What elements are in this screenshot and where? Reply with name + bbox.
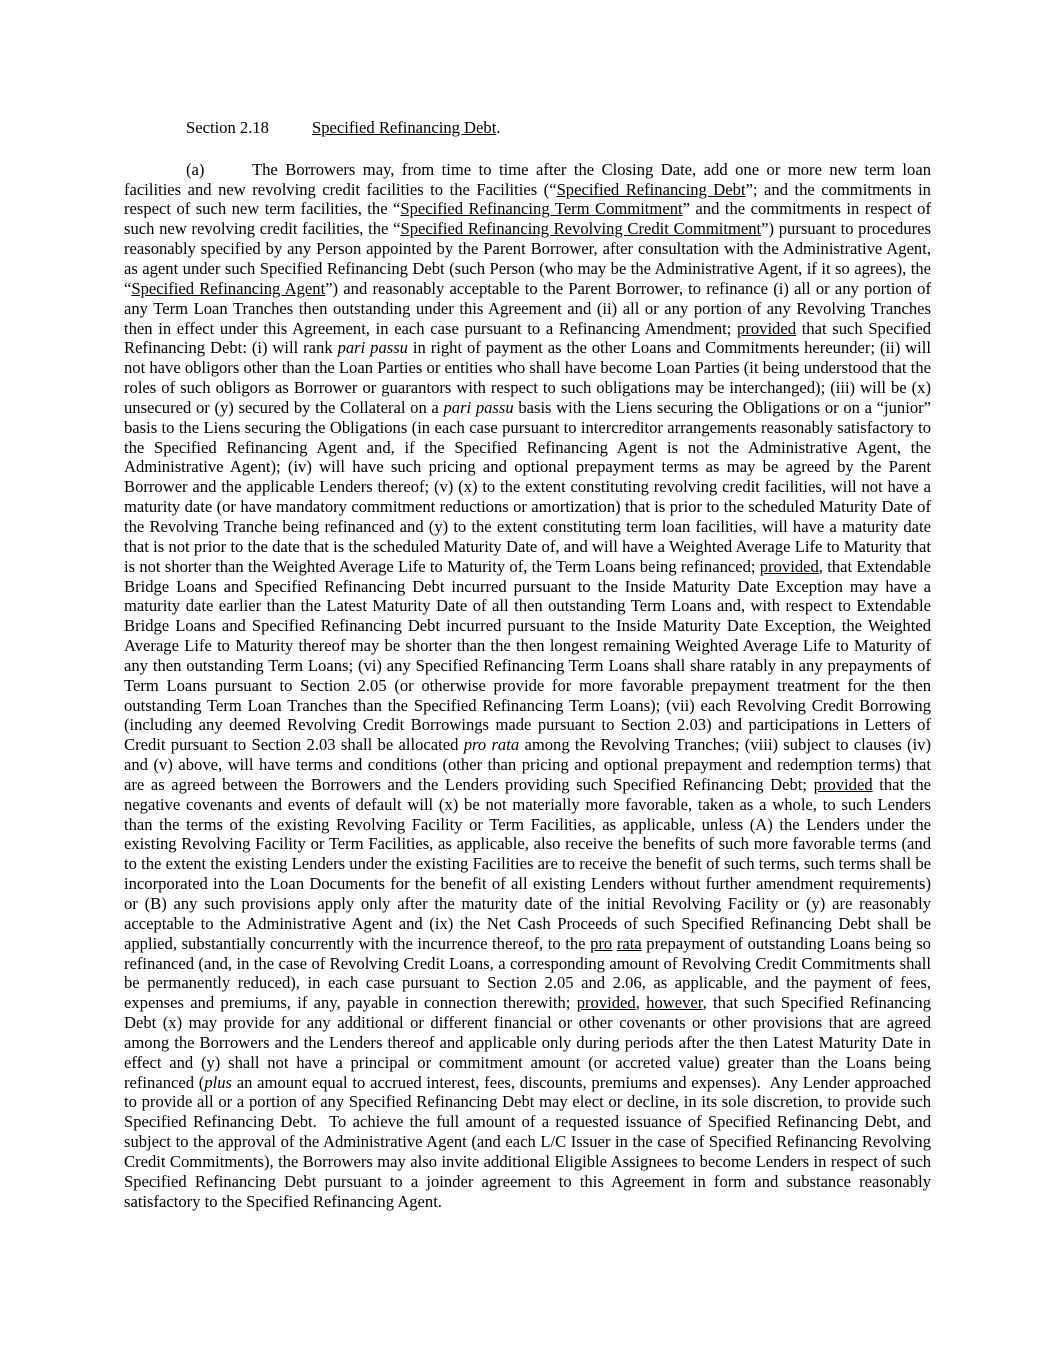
text-segment: in right of payment as the other Loans and Commitments hereunder; (ii) will not have obligors other than the Loan Parties or entities who shall have become Loan Parties (it being understood that the roles of such obligors as Borrower or guarantors with respect to such obligations may be interchanged); (iii) will be (x) unsecured or (y) secured by the Collateral on a — [124, 338, 931, 417]
text-segment: provided — [813, 774, 873, 794]
page-content — [124, 118, 931, 1212]
text-segment: that the negative covenants and events of default will (x) be not materially more favorable, taken as a whole, to such Lenders than the terms of the existing Revolving Facility or Term Facilities, as applicable, unless (A) the Lenders under the existing Revolving Facility or Term Facilities, as applicable, also receive the benefits of such more favorable terms (and to the extent the existing Lenders under the existing Facilities are to receive the benefit of such terms, such terms shall be incorporated into the Loan Documents for the benefit of all existing Lenders without further amendment requirements) or (B) any such provisions apply only after the maturity date of the initial Revolving Facility or (y) are reasonably acceptable to the Administrative Agent and (ix) the Net Cash Proceeds of such Specified Refinancing Debt shall be applied, substantially concurrently with the incurrence thereof, to the — [124, 774, 932, 953]
paragraph-a-label: (a) — [186, 159, 205, 179]
text-segment: , that such Specified Refinancing Debt (x) may provide for any additional or different financial or other covenants or other provisions that are agreed among the Borrowers and the Lenders thereof and applicable only during periods after the then Latest Maturity Date in effect and (y) shall not have a principal or commitment amount (or accreted value) greater than the Loans being refinanced ( — [124, 993, 931, 1092]
text-segment: ”) pursuant to procedures reasonably specified by any Person appointed by the Parent Borrower, after consultation with the Administrative Agent, as agent under such Specified Refinancing Debt (such Person (who may be the Administrative Agent, if it so agrees), the “ — [124, 219, 931, 298]
text-segment: Specified Refinancing Debt — [556, 179, 746, 199]
text-segment: Specified Refinancing Term Commitment — [400, 199, 683, 219]
text-segment: , that Extendable Bridge Loans and Specified Refinancing Debt incurred pursuant to the Inside Maturity Date Exception may have a maturity date earlier than the Latest Maturity Date of all then outstanding Term Loans and, with respect to Extendable Bridge Loans and Specified Refinancing Debt incurred pursuant to the Inside Maturity Date Exception, the Weighted Average Life to Maturity thereof may be shorter than the then longest remaining Weighted Average Life to Maturity of any then outstanding Term Loans; (vi) any Specified Refinancing Term Loans shall share ratably in any prepayments of Term Loans pursuant to Section 2.05 (or otherwise provide for more favorable prepayment treatment for the then outstanding Term Loan Tranches than the Specified Refinancing Term Loans); (vii) each Revolving Credit Borrowing (including any deemed Revolving Credit Borrowings made pursuant to Section 2.03) and participations in Letters of Credit pursuant to Section 2.03 shall be allocated — [124, 556, 932, 755]
text-segment: pari passu — [337, 338, 408, 358]
text-segment: that such Specified Refinancing Debt: (i) will rank — [124, 318, 931, 358]
section-heading — [124, 118, 931, 138]
text-segment: rata — [616, 933, 642, 953]
section-title-period: . — [496, 118, 501, 137]
text-segment: ” and the commitments in respect of such new revolving credit facilities, the “ — [124, 199, 932, 239]
text-segment: however — [646, 993, 703, 1013]
text-segment: among the Revolving Tranches; (viii) subject to clauses (iv) and (v) above, will have terms and conditions (other than pricing and optional prepayment and redemption terms) that are as agreed between the Borrowers and the Lenders providing such Specified Refinancing Debt; — [124, 735, 932, 794]
text-segment: pro rata — [463, 735, 520, 755]
paragraph-a-richtext — [124, 160, 931, 1211]
text-segment: pari passu — [443, 397, 514, 417]
text-segment: prepayment of outstanding Loans being so refinanced (and, in the case of Revolving Credit Loans, a corresponding amount of Revolving Credit Commitments shall be permanently reduced), in each case pursuant to Section 2.05 and 2.06, as applicable, and the payment of fees, expenses and premiums, if any, payable in connection therewith; — [124, 933, 931, 1013]
text-segment: ”) and reasonably acceptable to the Parent Borrower, to refinance (i) all or any portion of any Term Loan Tranches then outstanding under this Agreement and (ii) all or any portion of any Revolving Tranches then in effect under this Agreement, in each case pursuant to a Refinancing Amendment; — [124, 278, 931, 338]
text-segment: provided — [759, 556, 819, 576]
text-segment: Specified Refinancing Agent — [131, 278, 326, 298]
text-segment: Specified Refinancing Revolving Credit Commitment — [400, 219, 762, 239]
text-segment: The Borrowers may, from time to time after the Closing Date, add one or more new term loan facilities and new revolving credit facilities to the Facilities (“ — [124, 159, 931, 199]
text-segment: an amount equal to accrued interest, fees, discounts, premiums and expenses). Any Lender approached to provide all or a portion of any Specified Refinancing Debt may elect or decline, in its sole discretion, to provide such Specified Refinancing Debt. To achieve the full amount of a requested issuance of Specified Refinancing Debt, and subject to the approval of the Administrative Agent (and each L/C Issuer in the case of Specified Refinancing Revolving Credit Commitments), the Borrowers may also invite additional Eligible Assignees to become Lenders in respect of such Specified Refinancing Debt pursuant to a joinder agreement to this Agreement in form and substance reasonably satisfactory to the Specified Refinancing Agent. — [124, 1072, 932, 1211]
text-segment: ”; and the commitments in respect of such new term facilities, the “ — [124, 179, 931, 219]
paragraph-a — [124, 160, 931, 1212]
section-title: Specified Refinancing Debt — [312, 118, 497, 137]
text-segment: basis with the Liens securing the Obligations or on a “junior” basis to the Liens securing the Obligations (in each case pursuant to intercreditor arrangements reasonably satisfactory to the Specified Refinancing Agent and, if the Specified Refinancing Agent is not the Administrative Agent, the Administrative Agent); (iv) will have such pricing and optional prepayment terms as may be agreed by the Parent Borrower and the applicable Lenders thereof; (v) (x) to the extent constituting revolving credit facilities, will not have a maturity date (or have mandatory commitment reductions or amortization) that is prior to the scheduled Maturity Date of the Revolving Tranche being refinanced and (y) to the extent constituting term loan facilities, will have a maturity date that is not prior to the date that is the scheduled Maturity Date of, and will have a Weighted Average Life to Maturity that is not shorter than the Weighted Average Life to Maturity of, the Term Loans being refinanced; — [124, 397, 932, 576]
text-segment: provided — [737, 318, 797, 338]
section-number: Section 2.18 — [186, 118, 269, 137]
text-segment: pro — [590, 933, 613, 953]
text-segment: plus — [204, 1072, 232, 1092]
text-segment: , — [635, 993, 647, 1013]
text-segment: provided — [576, 993, 636, 1013]
